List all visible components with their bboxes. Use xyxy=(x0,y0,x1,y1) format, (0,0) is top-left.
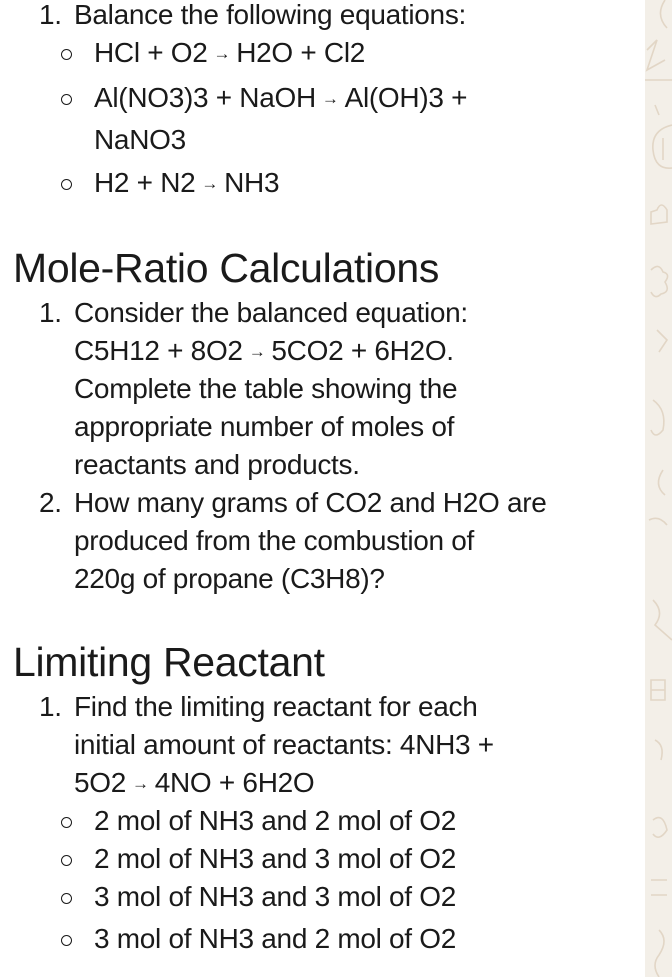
equation-line xyxy=(74,764,314,803)
arrow-icon: → xyxy=(248,342,266,361)
arrow-icon: → xyxy=(201,174,219,193)
list-item-text: How many grams of CO2 and H2O are xyxy=(74,487,547,518)
equation-item xyxy=(94,34,365,73)
equation-left: 5O2 xyxy=(74,767,127,798)
bullet-circle-icon xyxy=(61,893,72,904)
list-item-text: Balance the following equations: xyxy=(74,0,467,30)
list-item-text: appropriate number of moles of xyxy=(74,411,455,442)
arrow-icon: → xyxy=(321,89,339,108)
list-number: 1. xyxy=(39,691,62,722)
equation-right: Al(OH)3 + xyxy=(344,82,468,113)
section-heading: Limiting Reactant xyxy=(13,639,325,685)
bullet-circle-icon xyxy=(61,817,72,828)
list-item-text: initial amount of reactants: 4NH3 + xyxy=(74,729,494,760)
equation-continuation: NaNO3 xyxy=(94,124,186,155)
equation-item xyxy=(94,164,279,203)
section-heading: Mole-Ratio Calculations xyxy=(13,245,440,291)
equation-line xyxy=(74,332,454,371)
equation-left: H2 + N2 xyxy=(94,167,196,198)
bullet-circle-icon xyxy=(61,94,72,105)
doodle-pattern-icon xyxy=(645,0,672,977)
equation-left: C5H12 + 8O2 xyxy=(74,335,243,366)
bullet-circle-icon xyxy=(61,935,72,946)
list-number: 1. xyxy=(39,297,62,328)
list-item-text: Find the limiting reactant for each xyxy=(74,691,478,722)
bullet-circle-icon xyxy=(61,49,72,60)
equation-item xyxy=(94,79,467,118)
equation-right: 5CO2 + 6H2O. xyxy=(271,335,454,366)
list-item-text: 220g of propane (C3H8)? xyxy=(74,563,385,594)
equation-right: NH3 xyxy=(224,167,280,198)
equation-right: H2O + Cl2 xyxy=(236,37,366,68)
arrow-icon: → xyxy=(213,44,231,63)
option-item: 2 mol of NH3 and 3 mol of O2 xyxy=(94,843,456,874)
list-item-text: reactants and products. xyxy=(74,449,360,480)
bullet-circle-icon xyxy=(61,179,72,190)
bullet-circle-icon xyxy=(61,855,72,866)
list-item-text: Consider the balanced equation: xyxy=(74,297,468,328)
decorative-doodle-background xyxy=(645,0,672,977)
list-item-text: produced from the combustion of xyxy=(74,525,475,556)
list-item-text: Complete the table showing the xyxy=(74,373,458,404)
option-item: 3 mol of NH3 and 2 mol of O2 xyxy=(94,923,456,954)
equation-right: 4NO + 6H2O xyxy=(154,767,315,798)
arrow-icon: → xyxy=(132,774,149,793)
option-item: 3 mol of NH3 and 3 mol of O2 xyxy=(94,881,456,912)
list-number: 2. xyxy=(39,487,62,518)
list-number: 1. xyxy=(39,0,62,30)
equation-left: Al(NO3)3 + NaOH xyxy=(94,82,316,113)
equation-left: HCl + O2 xyxy=(94,37,208,68)
option-item: 2 mol of NH3 and 2 mol of O2 xyxy=(94,805,456,836)
